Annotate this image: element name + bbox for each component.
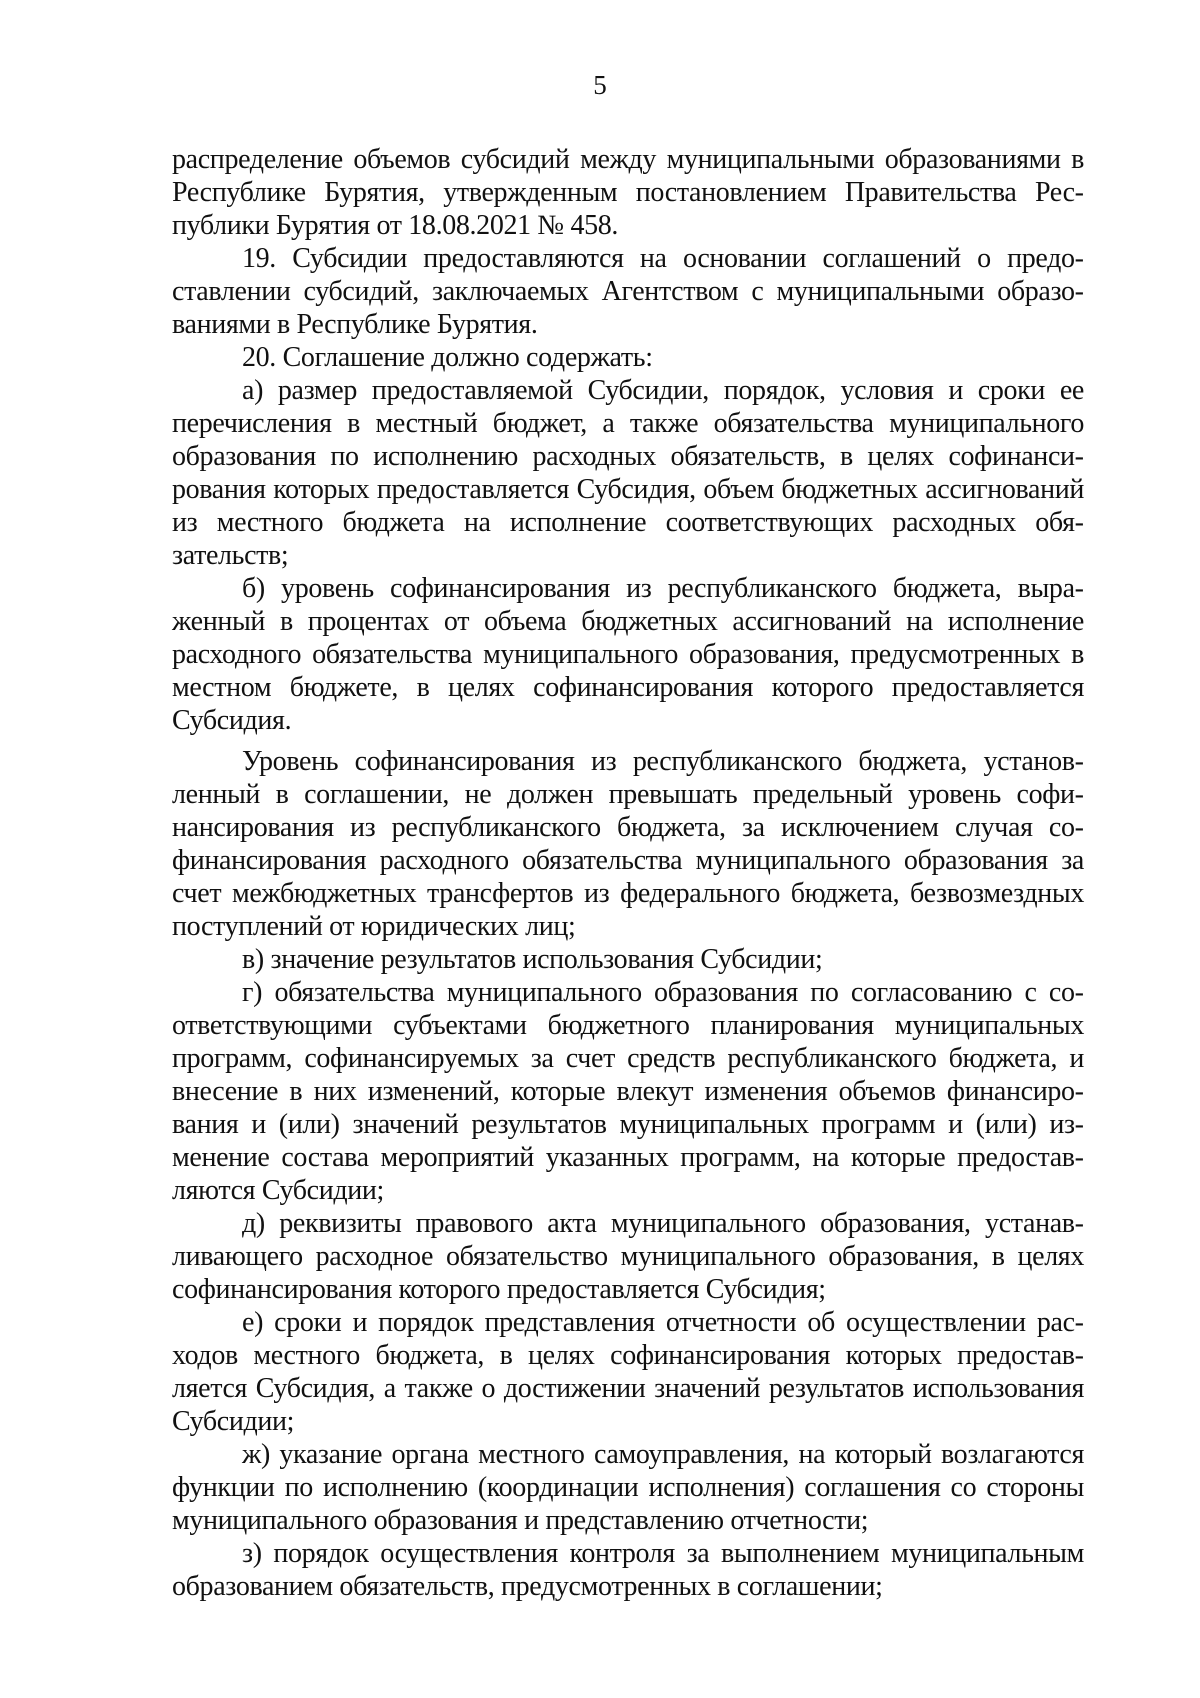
- paragraph-20-z: з) порядок осуществления контроля за выполнением муниципальным образованием обязательств, предусмотренных в соглашении;: [172, 1538, 1084, 1602]
- paragraph-20-a: а) размер предоставляемой Субсидии, порядок, условия и сроки ее перечисления в местный бюджет, а также обязательства муниципального образования по исполнению расходных обязательств, в целях софинансирования которых предоставляется Субсидия, объем бюджетных ассигнований из местного бюджета на исполнение соответствующих расходных обязательств;: [172, 375, 1084, 571]
- document-body: [172, 143, 1084, 1603]
- paragraph-20-b: б) уровень софинансирования из республиканского бюджета, выраженный в процентах от объема бюджетных ассигнований на исполнение расходного обязательства муниципального образования, предусмотренных в местном бюджете, в целях софинансирования которого предоставляется Субсидия.: [172, 573, 1084, 736]
- paragraph-19: 19. Субсидии предоставляются на основании соглашений о предоставлении субсидий, заключаемых Агентством с муниципальными образованиями в Республике Бурятия.: [172, 243, 1084, 340]
- paragraph-cofinancing-level: Уровень софинансирования из республиканского бюджета, установленный в соглашении, не должен превышать предельный уровень софинансирования из республиканского бюджета, за исключением случая софинансирования расходного обязательства муниципального образования за счет межбюджетных трансфертов из федерального бюджета, безвозмездных поступлений от юридических лиц;: [172, 746, 1084, 942]
- paragraph-continuation: распределение объемов субсидий между муниципальными образованиями в Республике Бурятия, утвержденным постановлением Правительства Республики Бурятия от 18.08.2021 № 458.: [172, 144, 1084, 241]
- paragraph-20-v: в) значение результатов использования Субсидии;: [242, 944, 823, 975]
- paragraph-20-d: д) реквизиты правового акта муниципального образования, устанавливающего расходное обязательство муниципального образования, в целях софинансирования которого предоставляется Субсидия;: [172, 1208, 1084, 1305]
- paragraph-20-e: е) сроки и порядок представления отчетности об осуществлении расходов местного бюджета, в целях софинансирования которых предоставляется Субсидия, а также о достижении значений результатов использования Субсидии;: [172, 1307, 1084, 1437]
- paragraph-20-zh: ж) указание органа местного самоуправления, на который возлагаются функции по исполнению (координации исполнения) соглашения со стороны муниципального образования и представлению отчетности;: [172, 1439, 1084, 1536]
- paragraph-20: 20. Соглашение должно содержать:: [242, 342, 653, 373]
- page-number: 5: [593, 70, 607, 100]
- paragraph-20-g: г) обязательства муниципального образования по согласованию с соответствующими субъектами бюджетного планирования муниципальных программ, софинансируемых за счет средств республиканского бюджета, и внесение в них изменений, которые влекут изменения объемов финансирования и (или) значений результатов муниципальных программ и (или) изменение состава мероприятий указанных программ, на которые предоставляются Субсидии;: [172, 977, 1084, 1206]
